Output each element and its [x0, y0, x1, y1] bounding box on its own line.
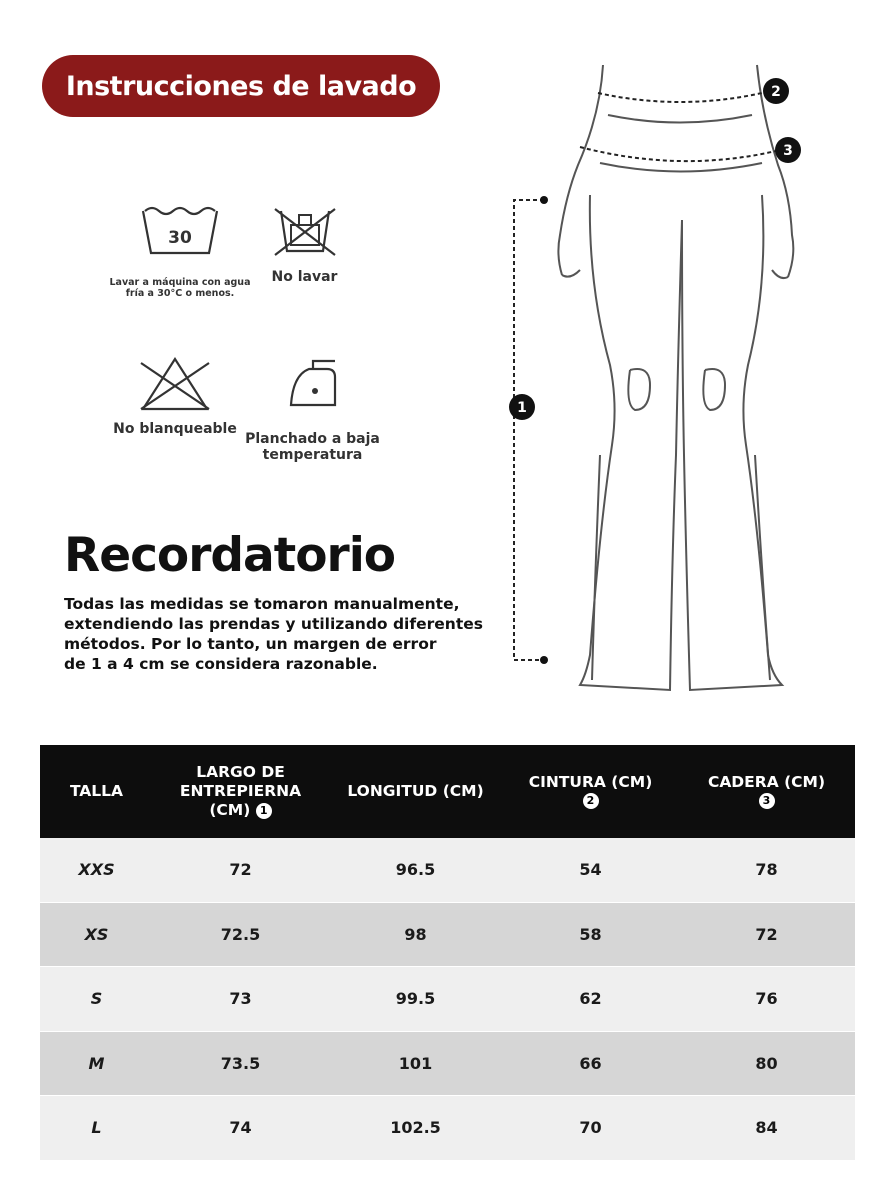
cell-hip: 76	[678, 967, 855, 1032]
table-row	[40, 838, 855, 902]
cell-hip: 80	[678, 1031, 855, 1096]
care-no-wash	[262, 205, 347, 285]
cell-size: L	[40, 1096, 153, 1161]
table-row	[40, 967, 855, 1032]
header-hip: CADERA (CM) 3	[678, 745, 855, 838]
no-bleach-icon	[137, 355, 213, 413]
iron-low-temp-icon	[283, 355, 343, 411]
cell-waist: 58	[503, 902, 678, 967]
cell-waist: 66	[503, 1031, 678, 1096]
cell-inseam: 72	[153, 838, 328, 902]
table-row	[40, 1096, 855, 1161]
cell-inseam: 73.5	[153, 1031, 328, 1096]
wash-tub-icon	[139, 205, 221, 259]
care-no-bleach	[100, 355, 250, 437]
cell-hip: 78	[678, 838, 855, 902]
marker-3: 3	[783, 143, 793, 159]
cell-inseam: 72.5	[153, 902, 328, 967]
machine-wash-label: Lavar a máquina con agua fría a 30°C o menos.	[109, 277, 251, 299]
cell-inseam: 74	[153, 1096, 328, 1161]
cell-waist: 70	[503, 1096, 678, 1161]
hip-marker: 3	[759, 793, 775, 809]
marker-1: 1	[517, 400, 527, 416]
page-title: Instrucciones de lavado	[42, 55, 440, 117]
table-row	[40, 902, 855, 967]
wash-temperature: 30	[168, 228, 192, 248]
reminder-title: Recordatorio	[64, 528, 396, 583]
header-inseam: LARGO DE ENTREPIERNA (CM) 1	[153, 745, 328, 838]
pants-measurement-figure	[500, 55, 830, 705]
table-row	[40, 1031, 855, 1096]
cell-size: S	[40, 967, 153, 1032]
size-chart-table	[40, 745, 855, 1161]
cell-length: 96.5	[328, 838, 503, 902]
cell-length: 98	[328, 902, 503, 967]
cell-size: M	[40, 1031, 153, 1096]
no-wash-label: No lavar	[271, 269, 338, 285]
table-header-row	[40, 745, 855, 838]
header-length: LONGITUD (CM)	[328, 745, 503, 838]
cell-size: XS	[40, 902, 153, 967]
reminder-text: Todas las medidas se tomaron manualmente, extendiendo las prendas y utilizando diferentes métodos. Por lo tanto, un margen de error de 1 a 4 cm se considera razonable.	[64, 595, 483, 673]
cell-length: 101	[328, 1031, 503, 1096]
inseam-marker: 1	[256, 803, 272, 819]
marker-2: 2	[771, 84, 781, 100]
cell-waist: 54	[503, 838, 678, 902]
cell-waist: 62	[503, 967, 678, 1032]
care-iron	[245, 355, 380, 463]
no-bleach-label: No blanqueable	[113, 421, 237, 437]
cell-inseam: 73	[153, 967, 328, 1032]
cell-hip: 84	[678, 1096, 855, 1161]
cell-size: XXS	[40, 838, 153, 902]
do-not-wash-icon	[269, 205, 341, 259]
iron-label: Planchado a baja temperatura	[245, 431, 380, 463]
waist-marker: 2	[583, 793, 599, 809]
header-waist: CINTURA (CM) 2	[503, 745, 678, 838]
cell-hip: 72	[678, 902, 855, 967]
cell-length: 99.5	[328, 967, 503, 1032]
header-size: TALLA	[40, 745, 153, 838]
care-machine-wash	[100, 205, 260, 299]
cell-length: 102.5	[328, 1096, 503, 1161]
